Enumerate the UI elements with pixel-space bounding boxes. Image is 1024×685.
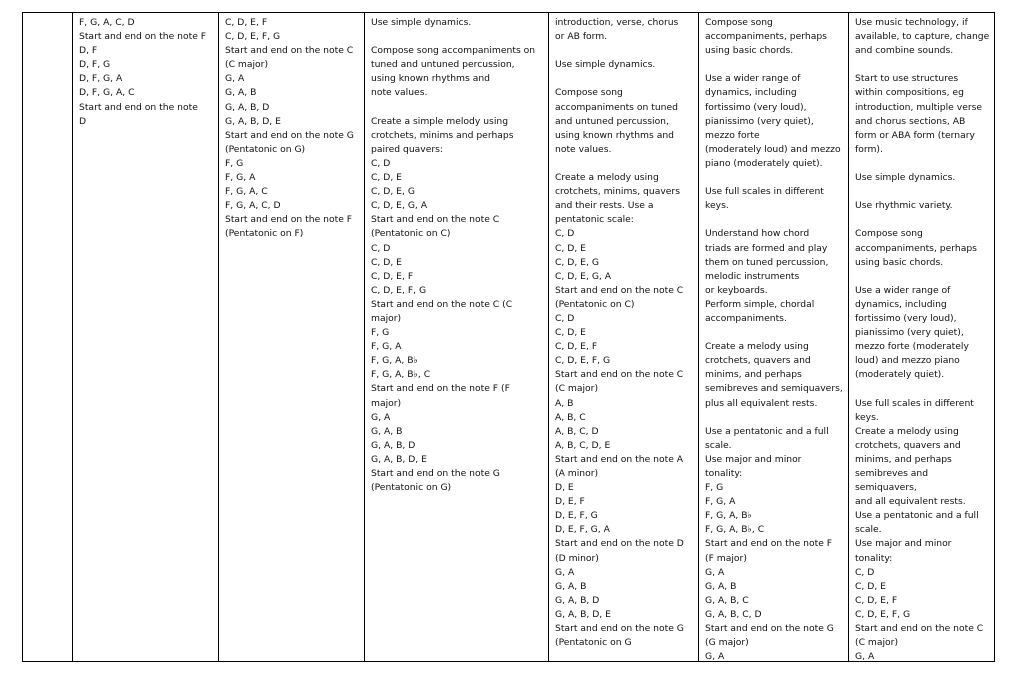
table-cell-line: C, D, E, F, G — [225, 31, 281, 43]
table-cell-line: C, D — [371, 242, 391, 254]
table-cell-line: (Pentatonic on G) — [225, 143, 306, 155]
table-cell-line: G, A, B, D, E — [371, 453, 427, 465]
table-cell-line: G, A, B, C — [705, 594, 749, 606]
table-cell-line: F, G — [371, 327, 390, 339]
table-cell-line: (G major) — [705, 637, 749, 649]
table-cell-line: G, A, B — [555, 580, 587, 592]
table-cell-line: using known rhythms and — [371, 73, 491, 85]
table-cell-line: pentatonic scale: — [555, 214, 634, 226]
table-cell-line: Use full scales in different — [855, 397, 974, 409]
table-cell-line: dynamics, including — [855, 298, 947, 310]
table-cell-line: and chorus sections, AB — [855, 115, 966, 127]
spacer-line — [371, 101, 543, 115]
table-cell-line: keys. — [855, 411, 879, 423]
table-cell-line: F, G, A, C — [225, 186, 268, 198]
table-cell-line: Start and end on the note D — [555, 538, 684, 550]
spacer-line — [705, 213, 843, 227]
table-cell-line: crotchets, minims, quavers — [555, 186, 680, 198]
table-cell-line: Use major and minor — [705, 453, 802, 465]
table-cell-line: form or ABA form (ternary — [855, 129, 975, 141]
table-cell-line: (Pentatonic on G) — [371, 482, 452, 494]
table-cell-line: tuned and untuned percussion, — [371, 59, 515, 71]
table-cell-line: accompaniments, perhaps — [855, 242, 977, 254]
table-cell-line: F, G, A — [225, 172, 256, 184]
table-cell-line: crotchets, minims and perhaps — [371, 129, 514, 141]
table-cell-line: Start and end on the note F (F — [371, 383, 510, 395]
table-cell-line: G, A — [555, 566, 575, 578]
table-cell-line: F, G, A — [705, 496, 736, 508]
table-cell-line: fortissimo (very loud), — [855, 312, 957, 324]
table-cell-line: G, A, B, D — [225, 101, 270, 113]
table-cell-line: within compositions, eg — [855, 87, 964, 99]
table-cell-line: C, D, E, F — [555, 341, 598, 353]
table-cell-line: (Pentatonic on C) — [371, 228, 451, 240]
table-cell-line: Compose song — [555, 87, 623, 99]
table-cell-line: Understand how chord — [705, 228, 810, 240]
table-cell-line: using basic chords. — [705, 45, 794, 57]
table-cell-line: C, D, E, F, G — [555, 355, 611, 367]
table-cell-line: (C major) — [855, 637, 899, 649]
table-cell-line: G, A — [225, 73, 245, 85]
table-cell-line: Start and end on the note C — [225, 45, 354, 57]
table-cell-line: C, D, E — [371, 256, 402, 268]
table-cell-line: C, D — [371, 157, 391, 169]
spacer-line — [705, 58, 843, 72]
spacer-line — [371, 30, 543, 44]
table-cell-line: semibreves and — [855, 468, 929, 479]
table-cell-line: fortissimo (very loud), — [705, 101, 807, 113]
table-cell-line: Create a melody using — [855, 425, 959, 437]
table-cell-line: C, D, E, G, A — [371, 200, 428, 212]
table-cell-line: dynamics, including — [705, 87, 797, 99]
table-cell-line: Use a pentatonic and a full — [705, 425, 829, 437]
table-cell-line: D, F, G, A, C — [79, 87, 135, 99]
spacer-line — [705, 411, 843, 425]
spacer-line — [705, 326, 843, 340]
table-cell-line: or keyboards. — [705, 284, 768, 296]
table-cell-line: Create a melody using — [705, 341, 809, 353]
table-cell-line: (moderately quiet). — [855, 369, 945, 381]
table-cell-line: and their rests. Use a — [555, 200, 654, 212]
table-cell-line: A, B, C, D — [555, 425, 599, 437]
table-cell-line: them on tuned percussion, — [705, 256, 829, 268]
table-cell-line: C, D, E, G, A — [555, 270, 612, 282]
table-cell-line: G, A, B, D — [555, 594, 600, 606]
table-cell-line: (Pentatonic on C) — [555, 298, 635, 310]
table-cell-line: G, A, B — [705, 580, 737, 592]
table-cell-line: keys. — [705, 200, 729, 212]
table-cell-line: D, E, F, G, A — [555, 524, 610, 536]
table-cell-line: Create a melody using — [555, 172, 659, 184]
table-cell-line: minims, and perhaps — [855, 453, 952, 465]
spacer-line — [555, 157, 693, 171]
table-cell-line: (moderately loud) and mezzo — [705, 143, 841, 155]
table-cell-line: paired quavers: — [371, 143, 444, 155]
table-cell-line: Use major and minor — [855, 538, 952, 550]
table-cell-line: Start and end on the note F — [705, 538, 833, 550]
table-cell-line: F, G, A, B♭ — [705, 510, 752, 522]
table-cell-line: C, D, E — [855, 580, 886, 592]
table-cell-line: semiquavers, — [855, 482, 917, 494]
table-cell-line: C, D — [555, 312, 575, 324]
table-cell-line: C, D — [855, 566, 875, 578]
curriculum-table — [22, 12, 995, 662]
table-cell-line: F, G, A, C, D — [79, 17, 135, 28]
spacer-line — [855, 382, 989, 396]
table-cell-line: accompaniments, perhaps — [705, 31, 827, 43]
table-cell-line: Use a pentatonic and a full — [855, 510, 979, 522]
table-cell-line: or AB form. — [555, 31, 608, 43]
table-cell-line: Start and end on the note C — [371, 214, 500, 226]
table-cell-line: Start and end on the note G — [555, 623, 684, 635]
table-cell-line: A, B, C, D, E — [555, 439, 611, 451]
table-cell-line: available, to capture, change — [855, 31, 990, 43]
table-cell-line: tonality: — [705, 468, 743, 479]
table-column-6 — [849, 13, 994, 661]
table-cell-line: Start and end on the note — [79, 101, 198, 113]
table-cell-line: Use a wider range of — [705, 73, 801, 85]
table-cell-line: using basic chords. — [855, 256, 944, 268]
table-cell-line: Perform simple, chordal — [705, 298, 815, 310]
table-cell-line: F, G, A, C, D — [225, 200, 281, 212]
table-cell-line: major) — [371, 397, 402, 409]
table-cell-line: G, A, B, D, E — [225, 115, 281, 127]
table-cell-line: C, D, E, F — [855, 594, 898, 606]
table-cell-line: C, D, E — [371, 172, 402, 184]
table-cell-line: F, G, A, B♭ — [371, 355, 418, 367]
table-cell-line: Start and end on the note A — [555, 453, 684, 465]
table-cell-line: G, A, B, C, D — [705, 608, 762, 620]
table-cell-line: C, D, E, G — [371, 186, 415, 198]
table-cell-line: Start to use structures — [855, 73, 959, 85]
table-cell-line: Start and end on the note F — [79, 31, 207, 43]
table-cell-line: G, A, B — [225, 87, 257, 99]
table-cell-line: Start and end on the note C — [855, 623, 984, 635]
table-cell-line: Start and end on the note C (C — [371, 298, 513, 310]
table-cell-line: major) — [371, 312, 402, 324]
table-cell-line: D, E, F — [555, 496, 585, 508]
spacer-line — [555, 44, 693, 58]
table-cell-line: G, A, B, D, E — [555, 608, 611, 620]
table-cell-line: G, A, B, D — [371, 439, 416, 451]
table-cell-line: D, F, G — [79, 59, 111, 71]
table-cell-line: Use simple dynamics. — [371, 17, 472, 28]
table-cell-line: Start and end on the note C — [555, 284, 684, 296]
table-cell-line: C, D, E, G — [555, 256, 599, 268]
table-cell-line: crotchets, quavers and — [855, 439, 961, 451]
table-cell-line: form). — [855, 143, 883, 155]
table-cell-line: (Pentatonic on G — [555, 637, 632, 649]
table-column-5 — [699, 13, 849, 661]
table-cell-line: loud) and mezzo piano — [855, 355, 960, 367]
table-cell-line: F, G — [225, 157, 244, 169]
table-cell-line: and untuned percussion, — [555, 115, 669, 127]
table-cell-line: Use simple dynamics. — [855, 172, 956, 184]
table-cell-line: triads are formed and play — [705, 242, 828, 254]
table-cell-line: G, A — [705, 651, 725, 661]
table-cell-line: D, F — [79, 45, 98, 57]
table-cell-line: accompaniments on tuned — [555, 101, 678, 113]
table-cell-line: Compose song — [705, 17, 773, 28]
table-cell-line: D, F, G, A — [79, 73, 123, 85]
table-cell-line: using known rhythms and — [555, 129, 675, 141]
table-cell-line: Compose song accompaniments on — [371, 45, 536, 57]
table-cell-line: (F major) — [705, 552, 747, 564]
table-cell-line: F, G — [705, 482, 724, 494]
table-cell-line: minims, and perhaps — [705, 369, 802, 381]
table-cell-line: Start and end on the note F — [225, 214, 353, 226]
table-cell-line: Start and end on the note C — [555, 369, 684, 381]
table-cell-line: G, A — [371, 411, 391, 423]
table-cell-line: D — [79, 115, 87, 127]
table-cell-line: Use full scales in different — [705, 186, 824, 198]
table-cell-line: (C major) — [225, 59, 269, 71]
table-cell-line: Create a simple melody using — [371, 115, 509, 127]
table-cell-line: D, E, F, G — [555, 510, 598, 522]
table-cell-line: A, B — [555, 397, 574, 409]
table-cell-line: and all equivalent rests. — [855, 496, 966, 508]
table-cell-line: crotchets, quavers and — [705, 355, 811, 367]
table-cell-line: scale. — [705, 439, 732, 451]
table-cell-line: C, D, E, F — [371, 270, 414, 282]
table-cell-line: Use music technology, if — [855, 17, 968, 28]
table-cell-line: (A minor) — [555, 468, 599, 479]
table-cell-line: C, D, E — [555, 242, 586, 254]
table-cell-line: accompaniments. — [705, 312, 787, 324]
table-column-3 — [365, 13, 549, 661]
table-cell-line: F, G, A, B♭, C — [705, 524, 765, 536]
table-cell-line: C, D, E, F — [225, 17, 268, 28]
table-cell-line: D, E — [555, 482, 574, 494]
table-cell-line: (D minor) — [555, 552, 599, 564]
table-cell-line: Start and end on the note G — [225, 129, 354, 141]
table-cell-line: plus all equivalent rests. — [705, 397, 818, 409]
table-cell-line: Start and end on the note G — [371, 468, 500, 479]
table-cell-line: (Pentatonic on F) — [225, 228, 304, 240]
table-column-4 — [549, 13, 699, 661]
table-cell-line: Start and end on the note G — [705, 623, 834, 635]
table-cell-line: introduction, verse, chorus — [555, 17, 679, 28]
table-cell-line: C, D, E, F, G — [371, 284, 427, 296]
table-cell-line: A, B, C — [555, 411, 586, 423]
table-cell-line: and combine sounds. — [855, 45, 954, 57]
table-cell-line: F, G, A — [371, 341, 402, 353]
table-cell-line: Use simple dynamics. — [555, 59, 656, 71]
table-cell-line: (C major) — [555, 383, 599, 395]
spacer-line — [555, 72, 693, 86]
table-cell-line: melodic instruments — [705, 270, 800, 282]
table-cell-line: G, A — [855, 651, 875, 661]
table-cell-line: Compose song — [855, 228, 923, 240]
spacer-line — [855, 213, 989, 227]
table-cell-line: C, D, E — [555, 327, 586, 339]
table-cell-line: Use rhythmic variety. — [855, 200, 953, 212]
table-cell-line: tonality: — [855, 552, 893, 564]
table-cell-line: C, D — [555, 228, 575, 240]
table-column-1 — [73, 13, 219, 661]
spacer-line — [855, 58, 989, 72]
table-cell-line: mezzo forte — [705, 129, 760, 141]
table-cell-line: G, A, B — [371, 425, 403, 437]
table-column-0 — [23, 13, 73, 661]
table-cell-line: introduction, multiple verse — [855, 101, 983, 113]
table-cell-line: semibreves and semiquavers, — [705, 383, 843, 395]
table-column-2 — [219, 13, 365, 661]
table-cell-line: pianissimo (very quiet), — [705, 115, 814, 127]
table-cell-line: C, D, E, F, G — [855, 608, 911, 620]
table-cell-line: G, A — [705, 566, 725, 578]
table-cell-line: note values. — [371, 87, 428, 99]
table-cell-line: mezzo forte (moderately — [855, 341, 969, 353]
table-cell-line: F, G, A, B♭, C — [371, 369, 431, 381]
spacer-line — [855, 157, 989, 171]
table-cell-line: piano (moderately quiet). — [705, 157, 823, 169]
table-cell-line: note values. — [555, 143, 612, 155]
table-cell-line: scale. — [855, 524, 882, 536]
table-cell-line: pianissimo (very quiet), — [855, 327, 964, 339]
spacer-line — [855, 185, 989, 199]
spacer-line — [705, 171, 843, 185]
table-cell-line: Use a wider range of — [855, 284, 951, 296]
spacer-line — [855, 270, 989, 284]
